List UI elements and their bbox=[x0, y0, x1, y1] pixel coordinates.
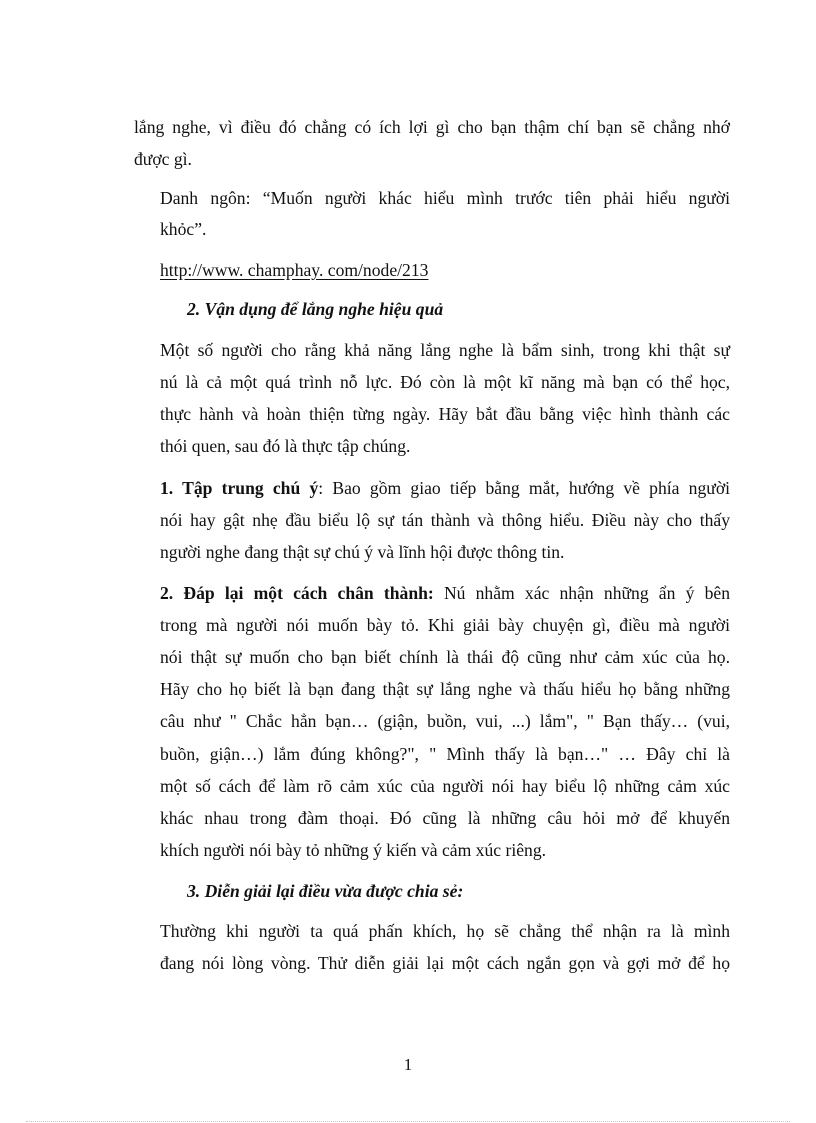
paragraph-line: nói thật sự muốn cho bạn biết chính là thái độ cũng như cảm xúc của họ. bbox=[160, 647, 730, 667]
paragraph-line: thói quen, sau đó là thực tập chúng. bbox=[160, 436, 411, 456]
page-number: 1 bbox=[403, 1055, 413, 1074]
paragraph-line: một số cách để làm rõ cảm xúc của người nói hay biểu lộ những cảm xúc bbox=[160, 776, 730, 796]
quote-line: Danh ngôn: “Muốn người khác hiểu mình trước tiên phải hiểu người bbox=[160, 188, 730, 208]
paragraph-line: trong mà người nói muốn bày tỏ. Khi giải bày chuyện gì, điều mà người bbox=[160, 615, 730, 635]
source-link[interactable] bbox=[160, 259, 428, 281]
paragraph-line: buồn, giận…) lắm đúng không?", " Mình thấy là bạn…" … Đây chỉ là bbox=[160, 744, 730, 764]
paragraph-line: Thường khi người ta quá phấn khích, họ sẽ chẳng thể nhận ra là mình bbox=[160, 921, 730, 941]
page-bottom-border bbox=[26, 1121, 790, 1122]
paragraph-line: lắng nghe, vì điều đó chẳng có ích lợi gì cho bạn thậm chí bạn sẽ chẳng nhớ bbox=[134, 117, 730, 137]
list-item-title: 2. Đáp lại một cách chân thành: bbox=[160, 583, 434, 603]
paragraph-line: Hãy cho họ biết là bạn đang thật sự lắng nghe và thấu hiểu họ bằng những bbox=[160, 679, 730, 699]
paragraph-line: nú là cả một quá trình nỗ lực. Đó còn là một kĩ năng mà bạn có thể học, bbox=[160, 372, 730, 392]
source-link-text[interactable]: http://www. champhay. com/node/213 bbox=[160, 260, 429, 280]
section-heading: 3. Diễn giải lại điều vừa được chia sẻ: bbox=[187, 881, 464, 901]
quote-line: khỏc”. bbox=[160, 219, 207, 239]
paragraph-line: người nghe đang thật sự chú ý và lĩnh hội được thông tin. bbox=[160, 542, 565, 562]
paragraph-line: Một số người cho rằng khả năng lắng nghe là bẩm sinh, trong khi thật sự bbox=[160, 340, 730, 360]
section-heading: 2. Vận dụng để lắng nghe hiệu quả bbox=[187, 299, 444, 319]
paragraph-line: câu như " Chắc hẳn bạn… (giận, buồn, vui, ...) lắm", " Bạn thấy… (vui, bbox=[160, 711, 730, 731]
paragraph-line bbox=[160, 582, 730, 604]
paragraph-line: được gì. bbox=[134, 149, 192, 169]
paragraph-line: thực hành và hoàn thiện từng ngày. Hãy bắt đầu bằng việc hình thành các bbox=[160, 404, 730, 424]
list-item-text: Nú nhằm xác nhận những ẩn ý bên bbox=[433, 583, 730, 603]
paragraph-line: khác nhau trong đàm thoại. Đó cũng là những câu hỏi mở để khuyến bbox=[160, 808, 730, 828]
list-item-text: : Bao gồm giao tiếp bằng mắt, hướng về phía người bbox=[318, 478, 731, 498]
paragraph-line: khích người nói bày tỏ những ý kiến và cảm xúc riêng. bbox=[160, 840, 547, 860]
paragraph-line bbox=[160, 477, 730, 499]
list-item-title: 1. Tập trung chú ý bbox=[160, 478, 319, 498]
paragraph-line: nói hay gật nhẹ đầu biểu lộ sự tán thành và thông hiểu. Điều này cho thấy bbox=[160, 510, 730, 530]
paragraph-line: đang nói lòng vòng. Thử diễn giải lại một cách ngắn gọn và gợi mở để họ bbox=[160, 953, 730, 973]
